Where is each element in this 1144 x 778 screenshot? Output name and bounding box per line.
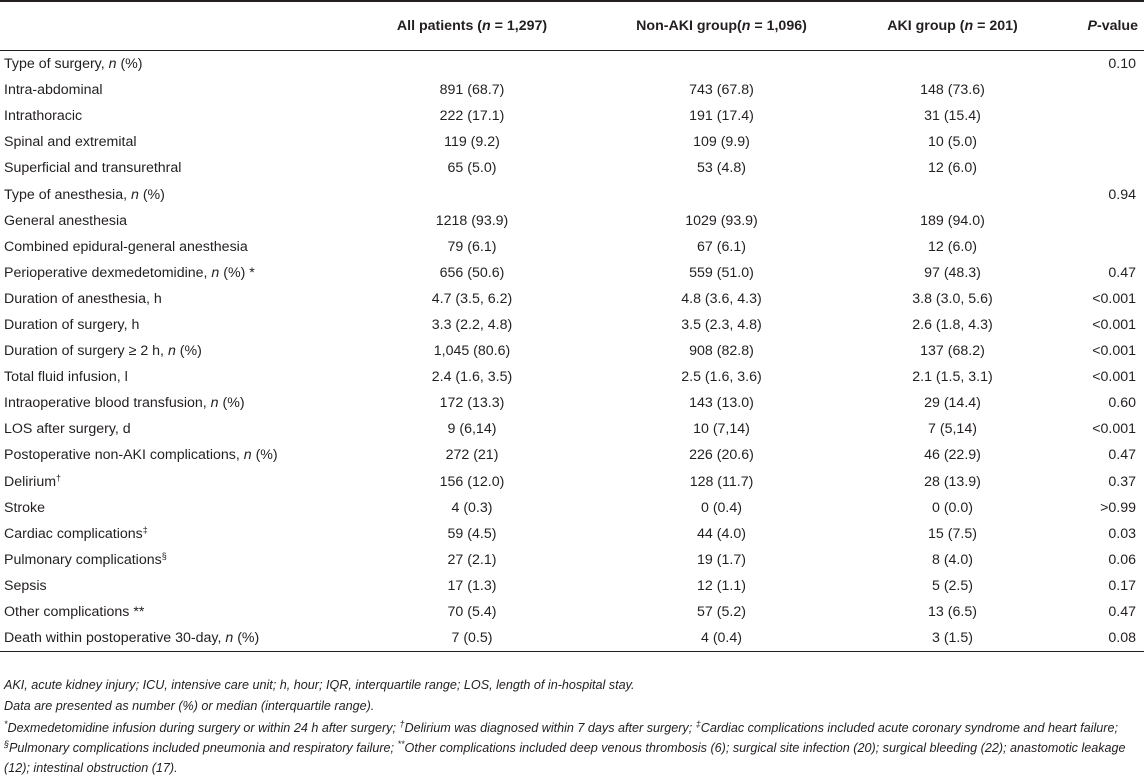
cell-aki: 29 (14.4) xyxy=(924,395,981,412)
row-label: Sepsis xyxy=(4,577,47,594)
cell-all-patients: 1,045 (80.6) xyxy=(433,343,511,360)
cell-aki: 97 (48.3) xyxy=(924,264,981,281)
row-label: Death within postoperative 30-day, n (%) xyxy=(0,625,350,652)
table-row xyxy=(0,234,1144,260)
row-label: Delirium† xyxy=(4,472,62,490)
cell-non-aki: 191 (17.4) xyxy=(689,108,754,125)
cell-all-patients: 70 (5.4) xyxy=(447,604,497,621)
data-presentation-note: Data are presented as number (%) or median (interquartile range). xyxy=(4,699,375,713)
cell-all-patients: 59 (4.5) xyxy=(447,525,497,542)
header-row xyxy=(0,2,1144,51)
row-label: Superficial and transurethral xyxy=(4,160,182,177)
cell-non-aki: 19 (1.7) xyxy=(697,551,746,568)
cell-aki: 7 (5,14) xyxy=(928,421,977,438)
header-all-patients: All patients (n = 1,297) xyxy=(350,2,594,51)
cell-aki: 137 (68.2) xyxy=(920,343,985,360)
cell-aki: 28 (13.9) xyxy=(924,473,981,490)
table-row xyxy=(0,181,1144,207)
cell-all-patients xyxy=(350,181,594,207)
cell-p-value xyxy=(1056,129,1144,155)
table-row xyxy=(0,155,1144,181)
header-aki: AKI group (n = 201) xyxy=(849,2,1056,51)
cell-all-patients: 172 (13.3) xyxy=(439,395,505,412)
cell-aki: 12 (6.0) xyxy=(928,238,977,255)
footnotes: *Dexmedetomidine infusion during surgery or within 24 h after surgery; †Delirium was diagnosed within 7 days after surgery; ‡Cardiac complications included acute coronary syndrome and heart failure; §Pulmonary complications included pneumonia and respiratory failure; **Other complications included deep venous thrombosis (6); surgical site infection (20); surgical bleeding (22); anastomotic leakage (12); intestinal obstruction (17). xyxy=(4,719,1126,775)
cell-p-value: <0.001 xyxy=(1092,369,1136,386)
row-label: LOS after surgery, d xyxy=(4,421,131,438)
table-notes xyxy=(4,675,1140,778)
cell-non-aki: 559 (51.0) xyxy=(689,264,754,281)
row-label: Total fluid infusion, l xyxy=(4,369,128,386)
cell-non-aki: 143 (13.0) xyxy=(689,395,754,412)
cell-aki: 148 (73.6) xyxy=(920,82,985,99)
cell-aki: 3.8 (3.0, 5.6) xyxy=(912,290,993,307)
row-label: Pulmonary complications§ xyxy=(4,550,167,568)
cell-all-patients: 156 (12.0) xyxy=(439,473,505,490)
cell-aki: 0 (0.0) xyxy=(931,499,973,516)
row-label: Other complications ** xyxy=(4,604,145,621)
cell-p-value: 0.10 xyxy=(1108,56,1136,73)
cell-non-aki: 57 (5.2) xyxy=(697,604,746,621)
row-label: Duration of anesthesia, h xyxy=(4,290,162,307)
cell-p-value: 0.47 xyxy=(1108,447,1136,464)
cell-p-value: <0.001 xyxy=(1092,290,1136,307)
cell-non-aki: 2.5 (1.6, 3.6) xyxy=(681,369,762,386)
cell-all-patients: 222 (17.1) xyxy=(439,108,505,125)
cell-p-value: <0.001 xyxy=(1092,421,1136,438)
row-label: Type of surgery, n (%) xyxy=(4,56,143,73)
table-row xyxy=(0,260,1144,286)
cell-non-aki: 53 (4.8) xyxy=(697,160,746,177)
cell-aki: 46 (22.9) xyxy=(924,447,981,464)
cell-all-patients: 3.3 (2.2, 4.8) xyxy=(431,316,513,333)
cell-p-value: 0.08 xyxy=(1056,625,1144,652)
row-label: General anesthesia xyxy=(4,212,128,229)
cell-aki: 2.1 (1.5, 3.1) xyxy=(912,369,993,386)
cell-p-value: 0.17 xyxy=(1108,577,1136,594)
cell-non-aki: 128 (11.7) xyxy=(689,473,754,490)
cell-p-value xyxy=(1056,103,1144,129)
cell-all-patients: 79 (6.1) xyxy=(447,238,497,255)
table-row xyxy=(0,521,1144,547)
cell-all-patients: 4 (0.3) xyxy=(451,499,493,516)
cell-aki: 10 (5.0) xyxy=(928,134,977,151)
table-row xyxy=(0,364,1144,390)
row-label: Duration of surgery ≥ 2 h, n (%) xyxy=(4,343,202,360)
cell-all-patients: 2.4 (1.6, 3.5) xyxy=(431,369,513,386)
row-label: Perioperative dexmedetomidine, n (%) * xyxy=(4,264,255,281)
cell-aki: 13 (6.5) xyxy=(928,604,977,621)
cell-p-value xyxy=(1056,155,1144,181)
row-label: Postoperative non-AKI complications, n (%) xyxy=(4,447,278,464)
row-label: Type of anesthesia, n (%) xyxy=(4,186,165,203)
cell-non-aki: 1029 (93.9) xyxy=(685,212,758,229)
cell-aki: 2.6 (1.8, 4.3) xyxy=(912,316,993,333)
table-row xyxy=(0,495,1144,521)
cell-aki: 12 (6.0) xyxy=(928,160,977,177)
cell-all-patients: 891 (68.7) xyxy=(439,82,505,99)
cell-p-value xyxy=(1056,77,1144,103)
results-table xyxy=(0,2,1144,652)
cell-non-aki xyxy=(594,181,849,207)
cell-non-aki: 109 (9.9) xyxy=(693,134,750,151)
cell-non-aki: 0 (0.4) xyxy=(700,499,742,516)
cell-non-aki: 4 (0.4) xyxy=(594,625,849,652)
cell-aki: 3 (1.5) xyxy=(849,625,1056,652)
cell-aki: 31 (15.4) xyxy=(924,108,981,125)
table-row xyxy=(0,103,1144,129)
table-row xyxy=(0,599,1144,625)
table-row xyxy=(0,286,1144,312)
cell-aki: 15 (7.5) xyxy=(928,525,977,542)
cell-aki: 8 (4.0) xyxy=(931,551,973,568)
cell-all-patients: 656 (50.6) xyxy=(439,264,505,281)
row-label: Cardiac complications‡ xyxy=(4,524,148,542)
cell-all-patients: 7 (0.5) xyxy=(350,625,594,652)
table-row xyxy=(0,416,1144,442)
cell-p-value: 0.60 xyxy=(1108,395,1136,412)
cell-aki: 189 (94.0) xyxy=(920,212,985,229)
cell-all-patients: 272 (21) xyxy=(445,447,499,464)
table-row xyxy=(0,547,1144,573)
cell-p-value: 0.06 xyxy=(1108,551,1136,568)
cell-non-aki: 743 (67.8) xyxy=(689,82,754,99)
table-row xyxy=(0,442,1144,468)
cell-aki xyxy=(849,51,1056,78)
cell-non-aki: 4.8 (3.6, 4.3) xyxy=(681,290,762,307)
cell-p-value: <0.001 xyxy=(1092,343,1136,360)
row-label: Intraoperative blood transfusion, n (%) xyxy=(4,395,245,412)
cell-p-value xyxy=(1056,234,1144,260)
cell-non-aki: 44 (4.0) xyxy=(697,525,746,542)
cell-all-patients: 17 (1.3) xyxy=(447,577,497,594)
row-label: Combined epidural-general anesthesia xyxy=(4,238,248,255)
table-row xyxy=(0,338,1144,364)
cell-non-aki: 226 (20.6) xyxy=(689,447,754,464)
cell-p-value: 0.94 xyxy=(1108,186,1136,203)
cell-non-aki: 3.5 (2.3, 4.8) xyxy=(681,316,762,333)
header-blank xyxy=(0,2,350,51)
cell-non-aki xyxy=(594,51,849,78)
cell-p-value: >0.99 xyxy=(1100,499,1136,516)
table-row xyxy=(0,208,1144,234)
cell-p-value: 0.03 xyxy=(1108,525,1136,542)
table-row xyxy=(0,129,1144,155)
row-label: Stroke xyxy=(4,499,46,516)
table-row xyxy=(0,312,1144,338)
table-row xyxy=(0,51,1144,78)
cell-p-value: <0.001 xyxy=(1092,316,1136,333)
cell-all-patients: 4.7 (3.5, 6.2) xyxy=(431,290,513,307)
cell-p-value: 0.47 xyxy=(1108,604,1136,621)
cell-p-value xyxy=(1056,208,1144,234)
cell-all-patients: 27 (2.1) xyxy=(447,551,497,568)
cell-aki: 5 (2.5) xyxy=(931,577,973,594)
table-row xyxy=(0,625,1144,652)
row-label: Spinal and extremital xyxy=(4,134,137,151)
cell-p-value: 0.37 xyxy=(1108,473,1136,490)
row-label: Duration of surgery, h xyxy=(4,316,140,333)
table-row xyxy=(0,573,1144,599)
cell-non-aki: 908 (82.8) xyxy=(689,343,754,360)
header-p-value: P-value xyxy=(1056,2,1144,51)
cell-all-patients xyxy=(350,51,594,78)
cell-all-patients: 65 (5.0) xyxy=(447,160,497,177)
cell-p-value: 0.47 xyxy=(1108,264,1136,281)
table-row xyxy=(0,77,1144,103)
row-label: Intra-abdominal xyxy=(4,82,103,99)
table-row xyxy=(0,469,1144,495)
cell-non-aki: 67 (6.1) xyxy=(697,238,746,255)
cell-non-aki: 12 (1.1) xyxy=(697,577,746,594)
table-row xyxy=(0,390,1144,416)
cell-all-patients: 119 (9.2) xyxy=(444,134,500,151)
cell-non-aki: 10 (7,14) xyxy=(693,421,750,438)
abbreviations-note: AKI, acute kidney injury; ICU, intensive care unit; h, hour; IQR, interquartile range; LOS, length of in-hospital stay. xyxy=(4,678,635,692)
row-label: Intrathoracic xyxy=(4,108,83,125)
header-non-aki: Non-AKI group(n = 1,096) xyxy=(594,2,849,51)
cell-all-patients: 9 (6,14) xyxy=(447,421,497,438)
cell-all-patients: 1218 (93.9) xyxy=(435,212,509,229)
cell-aki xyxy=(849,181,1056,207)
